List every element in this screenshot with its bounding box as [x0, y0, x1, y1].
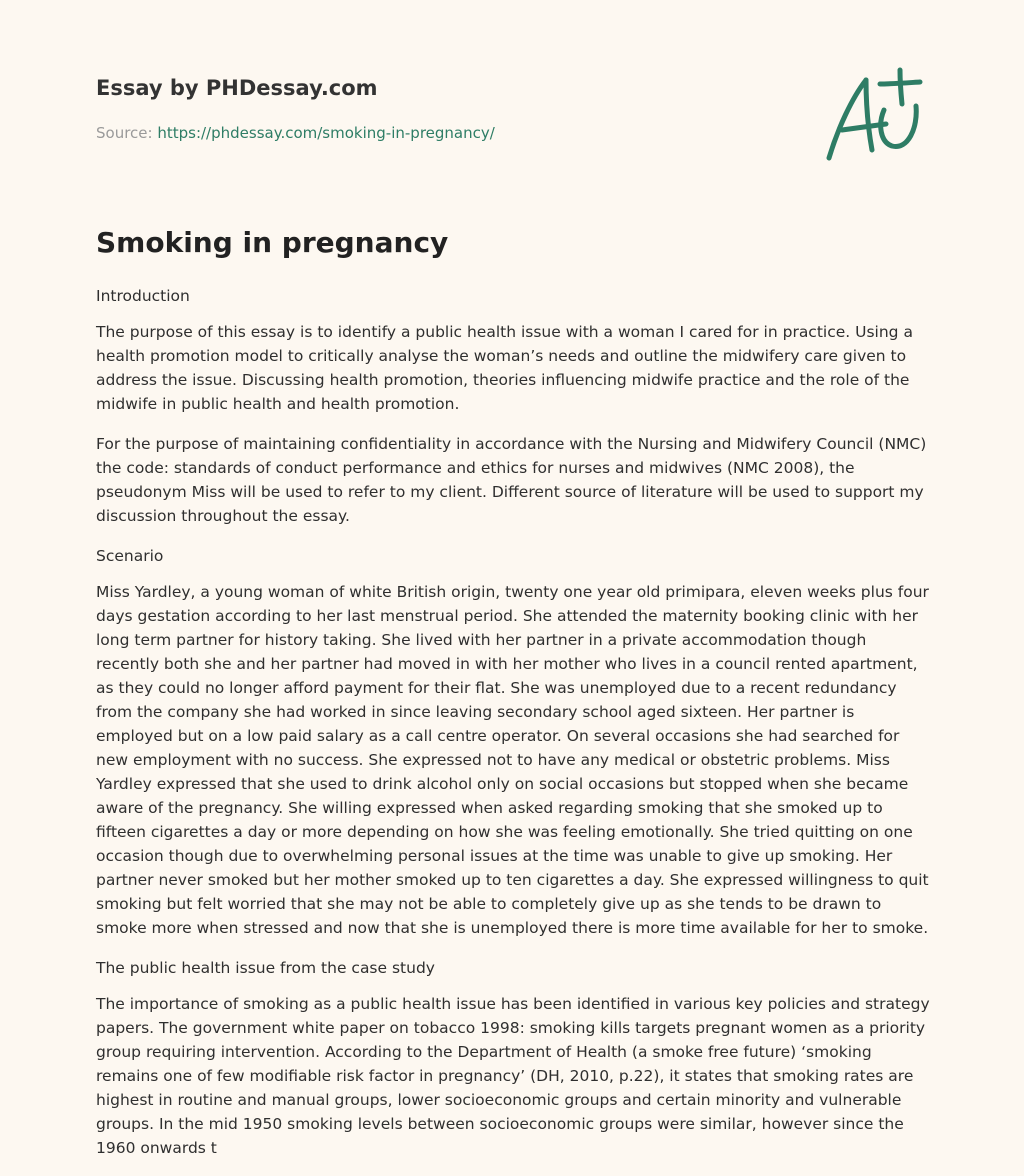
paragraph: The purpose of this essay is to identify a public health issue with a woman I cared for in practice. Using a health promotion model to critically analyse the woman’s needs and outline the midwifery care given to address the issue. Discussing health promotion, theories influencing midwife practice and the role of the midwife in public health and health promotion. — [96, 323, 913, 413]
section-heading-introduction: Introduction — [96, 287, 190, 305]
source-label: Source: — [96, 124, 158, 142]
paragraph: Miss Yardley, a young woman of white British origin, twenty one year old primipara, eleven weeks plus four days gestation according to her last menstrual period. She attended the maternity booking clinic with her long term partner for history taking. She lived with her partner in a private accommodation though recently both she and her partner had moved in with her mother who lives in a council rented apartment, as they could no longer afford payment for their flat. She was unemployed due to a recent redundancy from the company she had worked in since leaving secondary school aged sixteen. Her partner is employed but on a low paid salary as a call centre operator. On several occasions she had searched for new employment with no success. She expressed not to have any medical or obstetric problems. Miss Yardley expressed that she used to drink alcohol only on social occasions but stopped when she became aware of the pregnancy. She willing expressed when asked regarding smoking that she smoked up to fifteen cigarettes a day or more depending on how she was feeling emotionally. She tried quitting on one occasion though due to overwhelming personal issues at the time was unable to give up smoking. Her partner never smoked but her mother smoked up to ten cigarettes a day. She expressed willingness to quit smoking but felt worried that she may not be able to completely give up as she tends to be drawn to smoke more when stressed and now that she is unemployed there is more time available for her to smoke. — [96, 583, 929, 937]
paragraph: For the purpose of maintaining confidentiality in accordance with the Nursing and Midwifery Council (NMC) the code: standards of conduct performance and ethics for nurses and midwives (NMC 2008), the pseudonym Miss will be used to refer to my client. Different source of literature will be used to support my discussion throughout the essay. — [96, 435, 927, 525]
paragraph: The importance of smoking as a public health issue has been identified in various key policies and strategy papers. The government white paper on tobacco 1998: smoking kills targets pregnant women as a priority group requiring intervention. According to the Department of Health (a smoke free future) ‘smoking remains one of few modifiable risk factor in pregnancy’ (DH, 2010, p.22), it states that smoking rates are highest in routine and manual groups, lower socioeconomic groups and certain minority and vulnerable groups. In the mid 1950 smoking levels between socioeconomic groups were similar, however since the 1960 onwards t — [96, 995, 930, 1157]
section-heading-scenario: Scenario — [96, 547, 164, 565]
source-line — [96, 124, 495, 142]
site-title: Essay by PHDessay.com — [96, 76, 378, 100]
source-link[interactable]: https://phdessay.com/smoking-in-pregnancy/ — [157, 124, 495, 142]
essay-body — [96, 284, 932, 1176]
essay-title: Smoking in pregnancy — [96, 226, 449, 259]
section-heading-public-health-issue: The public health issue from the case study — [96, 959, 435, 977]
a-plus-logo-icon — [820, 66, 930, 166]
